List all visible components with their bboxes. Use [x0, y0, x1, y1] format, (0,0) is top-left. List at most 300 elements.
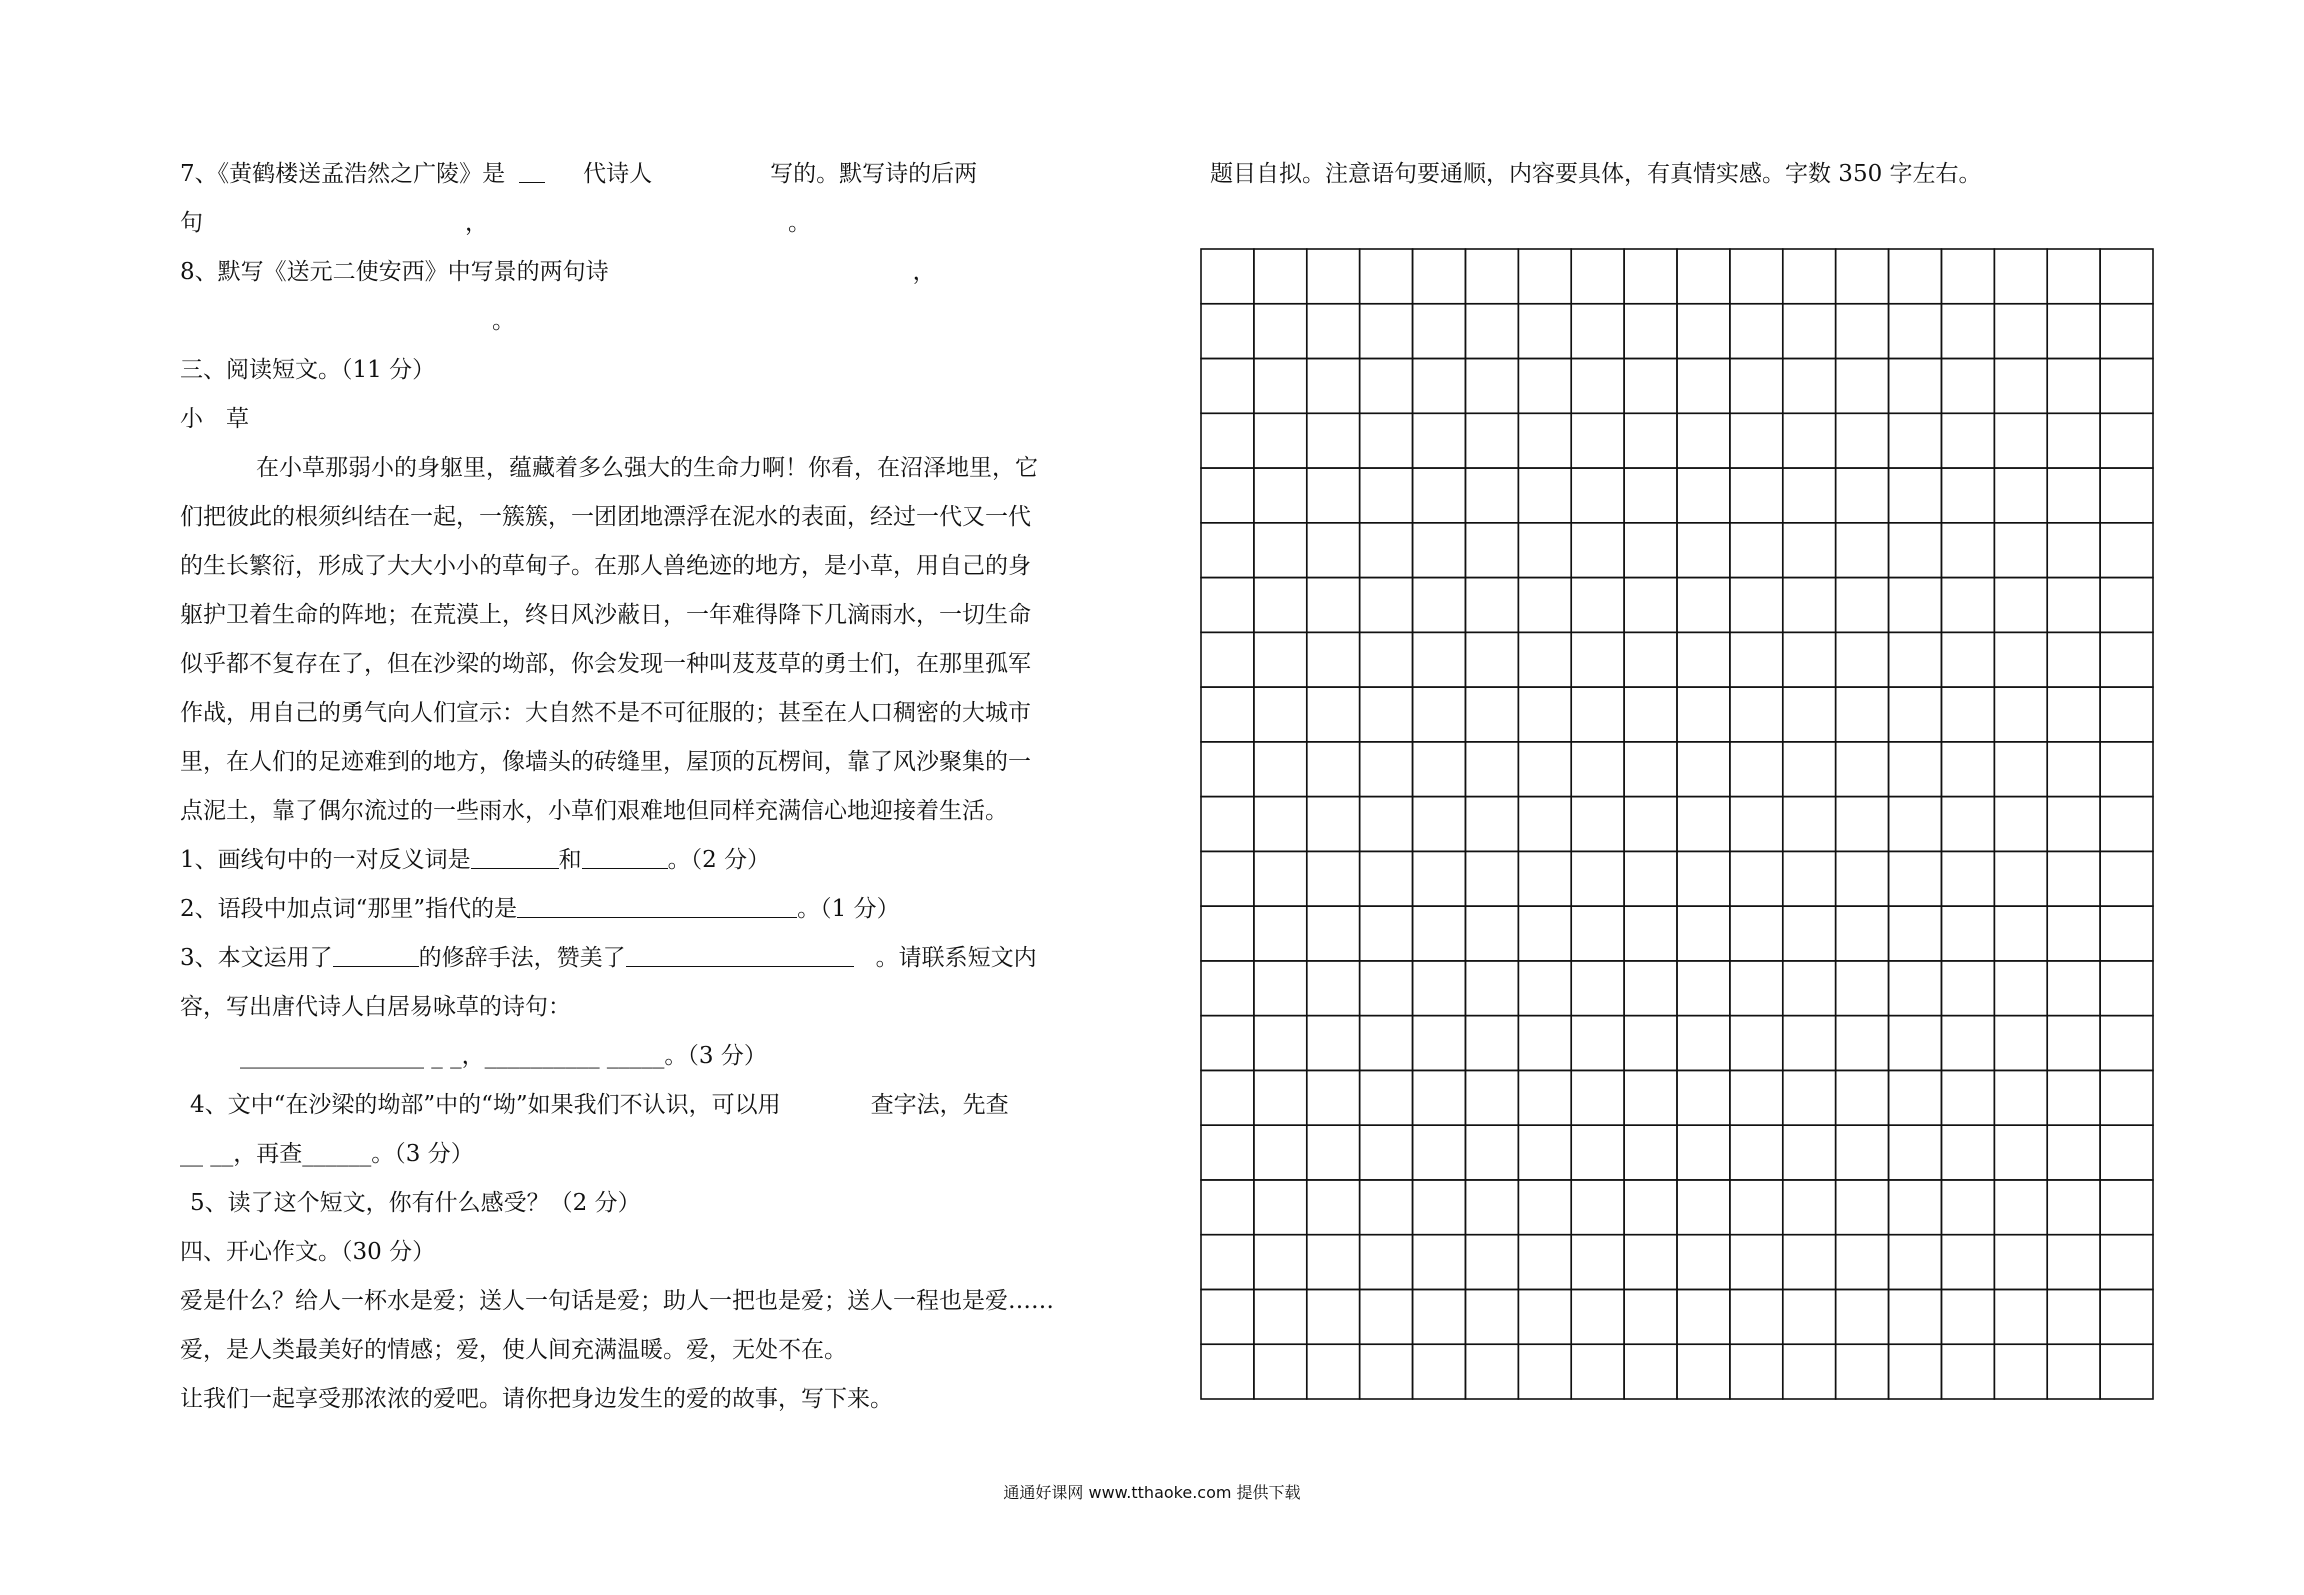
- grid-cell[interactable]: [1624, 1016, 1677, 1071]
- grid-cell[interactable]: [1465, 1070, 1518, 1125]
- grid-cell[interactable]: [1994, 359, 2047, 414]
- grid-cell[interactable]: [1941, 797, 1994, 852]
- grid-cell[interactable]: [1571, 961, 1624, 1016]
- grid-cell[interactable]: [1254, 359, 1307, 414]
- grid-cell[interactable]: [1413, 1070, 1466, 1125]
- grid-cell[interactable]: [2047, 961, 2100, 1016]
- grid-cell[interactable]: [1624, 304, 1677, 359]
- grid-cell[interactable]: [1783, 413, 1836, 468]
- grid-cell[interactable]: [1518, 632, 1571, 687]
- grid-cell[interactable]: [1836, 1344, 1889, 1399]
- grid-cell[interactable]: [1307, 249, 1360, 304]
- grid-cell[interactable]: [1994, 578, 2047, 633]
- grid-cell[interactable]: [1201, 1016, 1254, 1071]
- grid-cell[interactable]: [1307, 1070, 1360, 1125]
- grid-cell[interactable]: [1994, 1344, 2047, 1399]
- grid-cell[interactable]: [1254, 249, 1307, 304]
- grid-cell[interactable]: [1677, 797, 1730, 852]
- grid-cell[interactable]: [1201, 523, 1254, 578]
- grid-cell[interactable]: [2047, 468, 2100, 523]
- grid-cell[interactable]: [1307, 413, 1360, 468]
- grid-cell[interactable]: [1254, 797, 1307, 852]
- grid-cell[interactable]: [1889, 578, 1942, 633]
- grid-cell[interactable]: [1571, 632, 1624, 687]
- grid-cell[interactable]: [1677, 249, 1730, 304]
- grid-cell[interactable]: [1518, 851, 1571, 906]
- grid-cell[interactable]: [1836, 468, 1889, 523]
- grid-cell[interactable]: [1730, 851, 1783, 906]
- grid-cell[interactable]: [1677, 468, 1730, 523]
- grid-cell[interactable]: [1413, 1180, 1466, 1235]
- grid-cell[interactable]: [2100, 1289, 2153, 1344]
- grid-cell[interactable]: [1677, 632, 1730, 687]
- grid-cell[interactable]: [1730, 249, 1783, 304]
- grid-cell[interactable]: [1889, 359, 1942, 414]
- grid-cell[interactable]: [1360, 1125, 1413, 1180]
- grid-cell[interactable]: [1518, 304, 1571, 359]
- grid-cell[interactable]: [1360, 1016, 1413, 1071]
- grid-cell[interactable]: [1677, 1016, 1730, 1071]
- grid-cell[interactable]: [1201, 632, 1254, 687]
- grid-cell[interactable]: [1518, 359, 1571, 414]
- grid-cell[interactable]: [1518, 961, 1571, 1016]
- grid-cell[interactable]: [1571, 523, 1624, 578]
- grid-cell[interactable]: [1783, 851, 1836, 906]
- grid-cell[interactable]: [1465, 578, 1518, 633]
- grid-cell[interactable]: [1730, 578, 1783, 633]
- grid-cell[interactable]: [1201, 249, 1254, 304]
- grid-cell[interactable]: [1889, 1016, 1942, 1071]
- grid-cell[interactable]: [1465, 961, 1518, 1016]
- grid-cell[interactable]: [1518, 1070, 1571, 1125]
- grid-cell[interactable]: [1360, 249, 1413, 304]
- grid-cell[interactable]: [1783, 468, 1836, 523]
- grid-cell[interactable]: [1889, 632, 1942, 687]
- grid-cell[interactable]: [1465, 797, 1518, 852]
- grid-cell[interactable]: [1413, 1125, 1466, 1180]
- grid-cell[interactable]: [1730, 742, 1783, 797]
- grid-cell[interactable]: [1783, 1125, 1836, 1180]
- grid-cell[interactable]: [1889, 1289, 1942, 1344]
- grid-cell[interactable]: [1254, 742, 1307, 797]
- grid-cell[interactable]: [1307, 304, 1360, 359]
- grid-cell[interactable]: [1730, 1289, 1783, 1344]
- grid-cell[interactable]: [1518, 468, 1571, 523]
- grid-cell[interactable]: [1360, 851, 1413, 906]
- grid-cell[interactable]: [1518, 1289, 1571, 1344]
- grid-cell[interactable]: [1889, 249, 1942, 304]
- grid-cell[interactable]: [1730, 797, 1783, 852]
- grid-cell[interactable]: [2100, 359, 2153, 414]
- grid-cell[interactable]: [1254, 851, 1307, 906]
- grid-cell[interactable]: [2047, 1289, 2100, 1344]
- grid-cell[interactable]: [1836, 632, 1889, 687]
- grid-cell[interactable]: [1571, 1016, 1624, 1071]
- grid-cell[interactable]: [2100, 249, 2153, 304]
- grid-cell[interactable]: [1677, 961, 1730, 1016]
- grid-cell[interactable]: [1941, 742, 1994, 797]
- grid-cell[interactable]: [1624, 413, 1677, 468]
- grid-cell[interactable]: [1941, 1344, 1994, 1399]
- grid-cell[interactable]: [1201, 304, 1254, 359]
- grid-cell[interactable]: [1571, 249, 1624, 304]
- grid-cell[interactable]: [1465, 1016, 1518, 1071]
- grid-cell[interactable]: [1941, 304, 1994, 359]
- grid-cell[interactable]: [1730, 413, 1783, 468]
- grid-cell[interactable]: [1465, 851, 1518, 906]
- grid-cell[interactable]: [1465, 1235, 1518, 1290]
- writing-grid[interactable]: [1200, 248, 2154, 1400]
- grid-cell[interactable]: [1994, 961, 2047, 1016]
- grid-cell[interactable]: [1465, 906, 1518, 961]
- grid-cell[interactable]: [1783, 578, 1836, 633]
- grid-cell[interactable]: [1518, 1344, 1571, 1399]
- grid-cell[interactable]: [1360, 742, 1413, 797]
- blank-praise[interactable]: [626, 940, 854, 967]
- grid-cell[interactable]: [1465, 742, 1518, 797]
- grid-cell[interactable]: [1518, 687, 1571, 742]
- grid-cell[interactable]: [1254, 1344, 1307, 1399]
- grid-cell[interactable]: [1571, 1289, 1624, 1344]
- grid-cell[interactable]: [1783, 742, 1836, 797]
- grid-cell[interactable]: [1571, 906, 1624, 961]
- grid-cell[interactable]: [1783, 632, 1836, 687]
- grid-cell[interactable]: [1518, 413, 1571, 468]
- grid-cell[interactable]: [2100, 742, 2153, 797]
- grid-cell[interactable]: [1201, 687, 1254, 742]
- grid-cell[interactable]: [1571, 468, 1624, 523]
- grid-cell[interactable]: [1360, 359, 1413, 414]
- grid-cell[interactable]: [1413, 797, 1466, 852]
- grid-cell[interactable]: [1571, 578, 1624, 633]
- grid-cell[interactable]: [1994, 851, 2047, 906]
- grid-cell[interactable]: [1624, 1070, 1677, 1125]
- grid-cell[interactable]: [1201, 851, 1254, 906]
- grid-cell[interactable]: [1518, 523, 1571, 578]
- grid-cell[interactable]: [1941, 249, 1994, 304]
- grid-cell[interactable]: [1518, 578, 1571, 633]
- grid-cell[interactable]: [1783, 1289, 1836, 1344]
- blank-antonym-2[interactable]: [582, 842, 668, 869]
- grid-cell[interactable]: [1677, 578, 1730, 633]
- grid-cell[interactable]: [1518, 1235, 1571, 1290]
- grid-cell[interactable]: [1624, 578, 1677, 633]
- grid-cell[interactable]: [1413, 523, 1466, 578]
- grid-cell[interactable]: [1201, 961, 1254, 1016]
- grid-cell[interactable]: [2047, 632, 2100, 687]
- grid-cell[interactable]: [1994, 468, 2047, 523]
- grid-cell[interactable]: [1941, 578, 1994, 633]
- grid-cell[interactable]: [1941, 1070, 1994, 1125]
- grid-cell[interactable]: [1571, 851, 1624, 906]
- grid-cell[interactable]: [1889, 961, 1942, 1016]
- grid-cell[interactable]: [1889, 468, 1942, 523]
- grid-cell[interactable]: [1836, 249, 1889, 304]
- grid-cell[interactable]: [1465, 687, 1518, 742]
- blank-referent[interactable]: [517, 891, 797, 918]
- grid-cell[interactable]: [1465, 468, 1518, 523]
- grid-cell[interactable]: [1624, 742, 1677, 797]
- grid-cell[interactable]: [2100, 1070, 2153, 1125]
- grid-cell[interactable]: [2047, 742, 2100, 797]
- grid-cell[interactable]: [1624, 1125, 1677, 1180]
- grid-cell[interactable]: [1730, 1016, 1783, 1071]
- grid-cell[interactable]: [1783, 523, 1836, 578]
- grid-cell[interactable]: [1413, 851, 1466, 906]
- grid-cell[interactable]: [1254, 304, 1307, 359]
- grid-cell[interactable]: [1254, 1070, 1307, 1125]
- grid-cell[interactable]: [1413, 1289, 1466, 1344]
- grid-cell[interactable]: [1307, 523, 1360, 578]
- grid-cell[interactable]: [1889, 687, 1942, 742]
- grid-cell[interactable]: [2047, 1235, 2100, 1290]
- grid-cell[interactable]: [2100, 413, 2153, 468]
- grid-cell[interactable]: [1730, 906, 1783, 961]
- grid-cell[interactable]: [1571, 1344, 1624, 1399]
- grid-cell[interactable]: [1307, 468, 1360, 523]
- grid-cell[interactable]: [1836, 1180, 1889, 1235]
- grid-cell[interactable]: [1413, 304, 1466, 359]
- grid-cell[interactable]: [2047, 578, 2100, 633]
- grid-cell[interactable]: [1465, 249, 1518, 304]
- grid-cell[interactable]: [1836, 359, 1889, 414]
- grid-cell[interactable]: [1571, 797, 1624, 852]
- grid-cell[interactable]: [1994, 1180, 2047, 1235]
- grid-cell[interactable]: [2100, 468, 2153, 523]
- grid-cell[interactable]: [1571, 742, 1624, 797]
- grid-cell[interactable]: [1836, 687, 1889, 742]
- grid-cell[interactable]: [1941, 1125, 1994, 1180]
- grid-cell[interactable]: [1836, 413, 1889, 468]
- grid-cell[interactable]: [1360, 1289, 1413, 1344]
- grid-cell[interactable]: [1836, 1125, 1889, 1180]
- grid-cell[interactable]: [2100, 1344, 2153, 1399]
- grid-cell[interactable]: [1730, 961, 1783, 1016]
- grid-cell[interactable]: [2100, 1235, 2153, 1290]
- grid-cell[interactable]: [1254, 1125, 1307, 1180]
- grid-cell[interactable]: [1941, 359, 1994, 414]
- grid-cell[interactable]: [2100, 1180, 2153, 1235]
- grid-cell[interactable]: [1677, 1289, 1730, 1344]
- grid-cell[interactable]: [1730, 1125, 1783, 1180]
- grid-cell[interactable]: [1836, 523, 1889, 578]
- grid-cell[interactable]: [1307, 1344, 1360, 1399]
- grid-cell[interactable]: [1677, 1344, 1730, 1399]
- grid-cell[interactable]: [1994, 797, 2047, 852]
- grid-cell[interactable]: [2047, 304, 2100, 359]
- grid-cell[interactable]: [1836, 742, 1889, 797]
- grid-cell[interactable]: [2100, 632, 2153, 687]
- grid-cell[interactable]: [1624, 1180, 1677, 1235]
- grid-cell[interactable]: [1360, 523, 1413, 578]
- grid-cell[interactable]: [1889, 304, 1942, 359]
- grid-cell[interactable]: [1465, 413, 1518, 468]
- grid-cell[interactable]: [1677, 304, 1730, 359]
- writing-grid-svg[interactable]: [1200, 248, 2154, 1400]
- reading-question-4-line2[interactable]: __ __，再查______。（3 分）: [180, 1141, 474, 1167]
- grid-cell[interactable]: [2100, 687, 2153, 742]
- grid-cell[interactable]: [2047, 413, 2100, 468]
- grid-cell[interactable]: [1994, 687, 2047, 742]
- grid-cell[interactable]: [1201, 797, 1254, 852]
- grid-cell[interactable]: [1413, 742, 1466, 797]
- grid-cell[interactable]: [1941, 961, 1994, 1016]
- grid-cell[interactable]: [1783, 961, 1836, 1016]
- grid-cell[interactable]: [1941, 1016, 1994, 1071]
- grid-cell[interactable]: [1413, 413, 1466, 468]
- grid-cell[interactable]: [1677, 1235, 1730, 1290]
- grid-cell[interactable]: [1783, 1180, 1836, 1235]
- grid-cell[interactable]: [1889, 523, 1942, 578]
- grid-cell[interactable]: [1730, 468, 1783, 523]
- grid-cell[interactable]: [1413, 1016, 1466, 1071]
- grid-cell[interactable]: [1624, 851, 1677, 906]
- grid-cell[interactable]: [2047, 1180, 2100, 1235]
- grid-cell[interactable]: [1571, 687, 1624, 742]
- grid-cell[interactable]: [1307, 1289, 1360, 1344]
- grid-cell[interactable]: [2047, 797, 2100, 852]
- grid-cell[interactable]: [1307, 906, 1360, 961]
- grid-cell[interactable]: [1836, 1016, 1889, 1071]
- grid-cell[interactable]: [1254, 1180, 1307, 1235]
- grid-cell[interactable]: [1307, 851, 1360, 906]
- grid-cell[interactable]: [1201, 359, 1254, 414]
- grid-cell[interactable]: [1201, 1235, 1254, 1290]
- grid-cell[interactable]: [1413, 687, 1466, 742]
- grid-cell[interactable]: [1941, 632, 1994, 687]
- grid-cell[interactable]: [1413, 1235, 1466, 1290]
- grid-cell[interactable]: [1994, 304, 2047, 359]
- grid-cell[interactable]: [1201, 1289, 1254, 1344]
- grid-cell[interactable]: [1730, 687, 1783, 742]
- grid-cell[interactable]: [1889, 413, 1942, 468]
- grid-cell[interactable]: [1677, 523, 1730, 578]
- grid-cell[interactable]: [1836, 1289, 1889, 1344]
- grid-cell[interactable]: [2100, 578, 2153, 633]
- grid-cell[interactable]: [2100, 304, 2153, 359]
- grid-cell[interactable]: [1201, 906, 1254, 961]
- grid-cell[interactable]: [1941, 1289, 1994, 1344]
- grid-cell[interactable]: [1360, 1344, 1413, 1399]
- grid-cell[interactable]: [2047, 249, 2100, 304]
- grid-cell[interactable]: [1730, 1344, 1783, 1399]
- grid-cell[interactable]: [1836, 961, 1889, 1016]
- grid-cell[interactable]: [1941, 1235, 1994, 1290]
- grid-cell[interactable]: [1783, 797, 1836, 852]
- grid-cell[interactable]: [1518, 1016, 1571, 1071]
- grid-cell[interactable]: [1360, 632, 1413, 687]
- grid-cell[interactable]: [1624, 797, 1677, 852]
- grid-cell[interactable]: [1254, 1016, 1307, 1071]
- grid-cell[interactable]: [1994, 742, 2047, 797]
- grid-cell[interactable]: [1730, 1180, 1783, 1235]
- grid-cell[interactable]: [1518, 1125, 1571, 1180]
- grid-cell[interactable]: [1413, 578, 1466, 633]
- grid-cell[interactable]: [1624, 632, 1677, 687]
- grid-cell[interactable]: [1783, 906, 1836, 961]
- grid-cell[interactable]: [1783, 1344, 1836, 1399]
- grid-cell[interactable]: [1677, 1125, 1730, 1180]
- grid-cell[interactable]: [1994, 632, 2047, 687]
- grid-cell[interactable]: [1571, 359, 1624, 414]
- grid-cell[interactable]: [1254, 632, 1307, 687]
- grid-cell[interactable]: [1571, 1070, 1624, 1125]
- grid-cell[interactable]: [1360, 961, 1413, 1016]
- grid-cell[interactable]: [1307, 961, 1360, 1016]
- grid-cell[interactable]: [1307, 797, 1360, 852]
- grid-cell[interactable]: [1518, 249, 1571, 304]
- grid-cell[interactable]: [1201, 413, 1254, 468]
- grid-cell[interactable]: [1836, 797, 1889, 852]
- grid-cell[interactable]: [1201, 1180, 1254, 1235]
- grid-cell[interactable]: [1994, 413, 2047, 468]
- grid-cell[interactable]: [1941, 413, 1994, 468]
- grid-cell[interactable]: [1307, 632, 1360, 687]
- grid-cell[interactable]: [1994, 906, 2047, 961]
- grid-cell[interactable]: [2047, 1016, 2100, 1071]
- grid-cell[interactable]: [1413, 468, 1466, 523]
- grid-cell[interactable]: [1571, 413, 1624, 468]
- grid-cell[interactable]: [1783, 687, 1836, 742]
- grid-cell[interactable]: [2100, 797, 2153, 852]
- grid-cell[interactable]: [1624, 906, 1677, 961]
- grid-cell[interactable]: [1994, 1235, 2047, 1290]
- grid-cell[interactable]: [1836, 851, 1889, 906]
- grid-cell[interactable]: [1307, 578, 1360, 633]
- grid-cell[interactable]: [1994, 1016, 2047, 1071]
- grid-cell[interactable]: [1994, 249, 2047, 304]
- grid-cell[interactable]: [1307, 1016, 1360, 1071]
- grid-cell[interactable]: [1518, 742, 1571, 797]
- grid-cell[interactable]: [1889, 1070, 1942, 1125]
- grid-cell[interactable]: [1941, 687, 1994, 742]
- grid-cell[interactable]: [1307, 1180, 1360, 1235]
- grid-cell[interactable]: [1254, 906, 1307, 961]
- grid-cell[interactable]: [1465, 1125, 1518, 1180]
- grid-cell[interactable]: [1201, 578, 1254, 633]
- grid-cell[interactable]: [1677, 687, 1730, 742]
- grid-cell[interactable]: [1941, 1180, 1994, 1235]
- grid-cell[interactable]: [1254, 578, 1307, 633]
- grid-cell[interactable]: [1201, 468, 1254, 523]
- grid-cell[interactable]: [2100, 851, 2153, 906]
- grid-cell[interactable]: [1730, 1070, 1783, 1125]
- grid-cell[interactable]: [1307, 1125, 1360, 1180]
- grid-cell[interactable]: [1624, 1344, 1677, 1399]
- grid-cell[interactable]: [1994, 1070, 2047, 1125]
- grid-cell[interactable]: [1783, 1235, 1836, 1290]
- grid-cell[interactable]: [1413, 359, 1466, 414]
- grid-cell[interactable]: [1413, 632, 1466, 687]
- grid-cell[interactable]: [1413, 249, 1466, 304]
- grid-cell[interactable]: [2100, 1125, 2153, 1180]
- grid-cell[interactable]: [1360, 1180, 1413, 1235]
- grid-cell[interactable]: [1836, 304, 1889, 359]
- grid-cell[interactable]: [1254, 468, 1307, 523]
- grid-cell[interactable]: [1465, 1289, 1518, 1344]
- grid-cell[interactable]: [1889, 851, 1942, 906]
- grid-cell[interactable]: [1254, 687, 1307, 742]
- reading-question-3-answer-line[interactable]: ________________ _ _，__________ _____。（3 分）: [240, 1043, 767, 1069]
- grid-cell[interactable]: [2047, 1125, 2100, 1180]
- grid-cell[interactable]: [1360, 1235, 1413, 1290]
- grid-cell[interactable]: [1571, 304, 1624, 359]
- grid-cell[interactable]: [1889, 1235, 1942, 1290]
- grid-cell[interactable]: [1360, 304, 1413, 359]
- grid-cell[interactable]: [1836, 1070, 1889, 1125]
- grid-cell[interactable]: [2100, 961, 2153, 1016]
- grid-cell[interactable]: [2100, 1016, 2153, 1071]
